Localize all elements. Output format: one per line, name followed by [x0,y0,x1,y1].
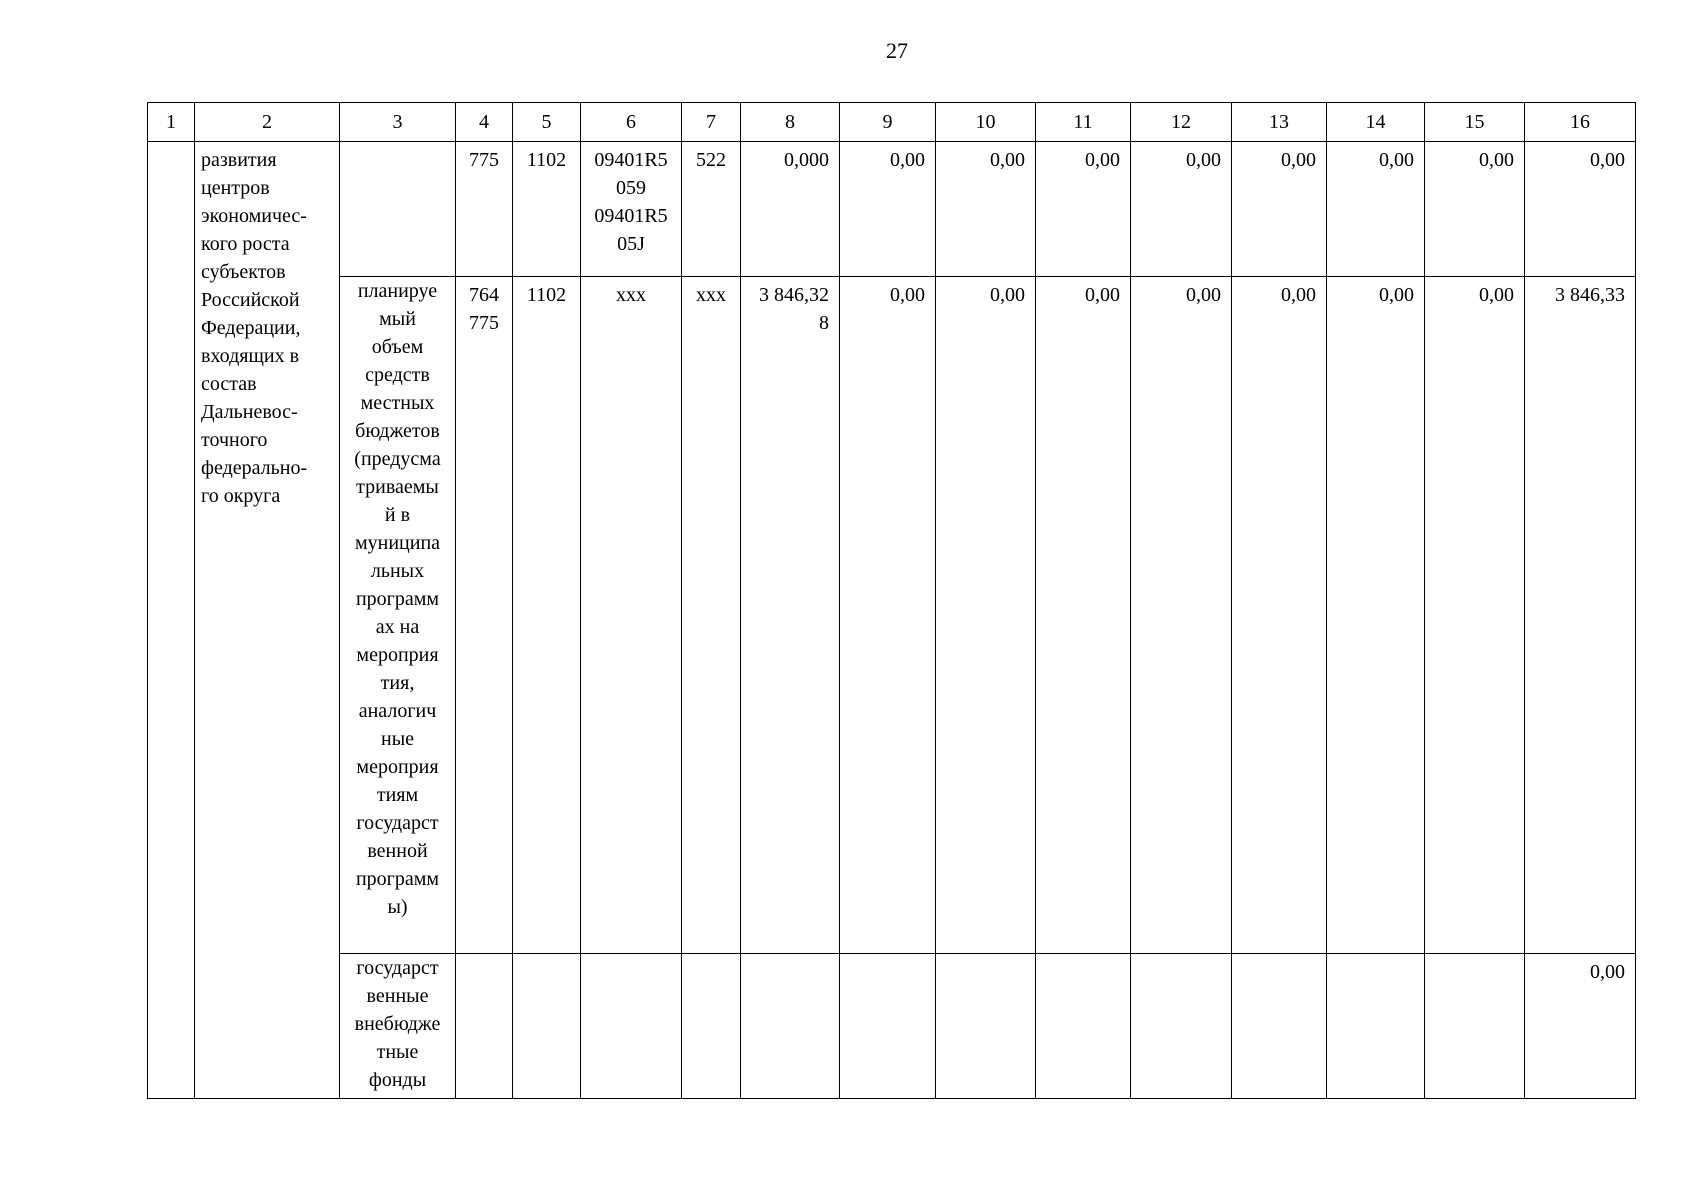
text-line: федерально- [201,457,308,479]
rzpr-cell [513,954,581,1099]
value-cell: 3 846,33 [1525,277,1636,954]
value-cell [840,954,936,1099]
text-line: льных [370,560,425,582]
csr-cell [581,142,682,277]
text-line: кого роста [201,233,290,255]
text-line: венные [366,985,429,1007]
value-cell: 0,00 [1327,277,1425,954]
text-line: планируе [357,280,438,302]
value-cell: 0,00 [1525,142,1636,277]
header-cell: 4 [456,103,513,142]
header-cell: 16 [1525,103,1636,142]
value-cell: 0,00 [936,142,1036,277]
text-line: 05J [617,233,645,255]
text-line: объем [371,336,424,358]
grbs-cell: 775 [456,142,513,277]
text-line: местных [360,392,435,414]
text-line: ы) [387,896,408,918]
text-line: развития [201,149,277,171]
text-line: тиям [376,784,419,806]
text-line: мероприя [356,756,439,778]
value-cell: 0,00 [1131,277,1232,954]
text-line: тия, [380,672,415,694]
value-cell: 0,00 [1525,954,1636,1099]
text-line: внебюдже [354,1013,441,1035]
header-cell: 14 [1327,103,1425,142]
text-line: муниципа [354,532,441,554]
header-cell: 13 [1232,103,1327,142]
header-cell: 7 [682,103,741,142]
text-line: средств [365,364,430,386]
text-line: программ [355,588,440,610]
header-cell: 10 [936,103,1036,142]
text-line: го округа [201,485,281,507]
header-cell: 15 [1425,103,1525,142]
value-cell [1036,954,1131,1099]
source-cell [340,142,456,277]
rzpr-cell: 1102 [513,142,581,277]
text-line: 09401R5 [594,149,668,171]
text-line: программ [355,868,440,890]
header-cell: 1 [148,103,195,142]
value-cell [1232,954,1327,1099]
value-cell: 0,00 [1232,277,1327,954]
text-line: тные [376,1041,419,1063]
value-cell: 0,00 [1036,142,1131,277]
text-line: экономичес- [201,205,307,227]
value-cell: 0,00 [1425,142,1525,277]
text-line: 764 [469,284,499,306]
header-cell: 2 [195,103,340,142]
value-cell: 0,00 [936,277,1036,954]
text-line: Российской [201,289,300,311]
row-number-cell [148,142,195,1099]
text-line: 8 [819,312,829,334]
value-cell: 0,000 [741,142,840,277]
text-line: аналогич [358,700,437,722]
table-row [148,142,1636,277]
header-cell: 3 [340,103,456,142]
text-line: государст [356,812,439,834]
header-cell: 9 [840,103,936,142]
event-name-cell [195,142,340,1099]
text-line: состав [201,373,257,395]
text-line: венной [367,840,428,862]
header-cell: 11 [1036,103,1131,142]
value-cell: 0,00 [840,277,936,954]
text-line: субъектов [201,261,286,283]
text-line: 059 [616,177,646,199]
value-cell [741,277,840,954]
text-line: фонды [368,1069,427,1091]
text-line: мероприя [356,644,439,666]
page-number: 27 [886,38,908,63]
grbs-cell [456,277,513,954]
csr-cell [581,954,682,1099]
header-cell: 5 [513,103,581,142]
budget-table [147,102,1636,1099]
text-line: точного [201,429,268,451]
text-line: триваемы [356,476,439,498]
text-line: бюджетов [355,420,440,442]
value-cell: 0,00 [1425,277,1525,954]
source-cell [340,277,456,954]
vr-cell [682,954,741,1099]
value-cell [1327,954,1425,1099]
value-cell [1131,954,1232,1099]
source-cell [340,954,456,1099]
grbs-cell [456,954,513,1099]
text-line: мый [379,308,416,330]
text-line: центров [201,177,270,199]
vr-cell: 522 [682,142,741,277]
text-line: й в [384,504,411,526]
text-line: (предусма [354,448,441,470]
value-cell: 0,00 [1327,142,1425,277]
value-cell [741,954,840,1099]
header-cell: 12 [1131,103,1232,142]
text-line: государст [356,957,439,979]
text-line: 09401R5 [594,205,668,227]
header-cell: 6 [581,103,682,142]
vr-cell: ххх [682,277,741,954]
value-cell: 0,00 [1232,142,1327,277]
text-line: 775 [469,312,499,334]
table-row [148,954,1636,1099]
text-line: 3 846,32 [759,284,829,306]
table-row [148,277,1636,954]
csr-cell: ххх [581,277,682,954]
rzpr-cell: 1102 [513,277,581,954]
value-cell [1425,954,1525,1099]
text-line: ные [380,728,415,750]
value-cell: 0,00 [840,142,936,277]
value-cell [936,954,1036,1099]
header-cell: 8 [741,103,840,142]
text-line: входящих в [201,345,300,367]
value-cell: 0,00 [1036,277,1131,954]
text-line: ах на [375,616,420,638]
text-line: Дальневос- [201,401,298,423]
value-cell: 0,00 [1131,142,1232,277]
header-row [148,103,1636,142]
text-line: Федерации, [201,317,301,339]
